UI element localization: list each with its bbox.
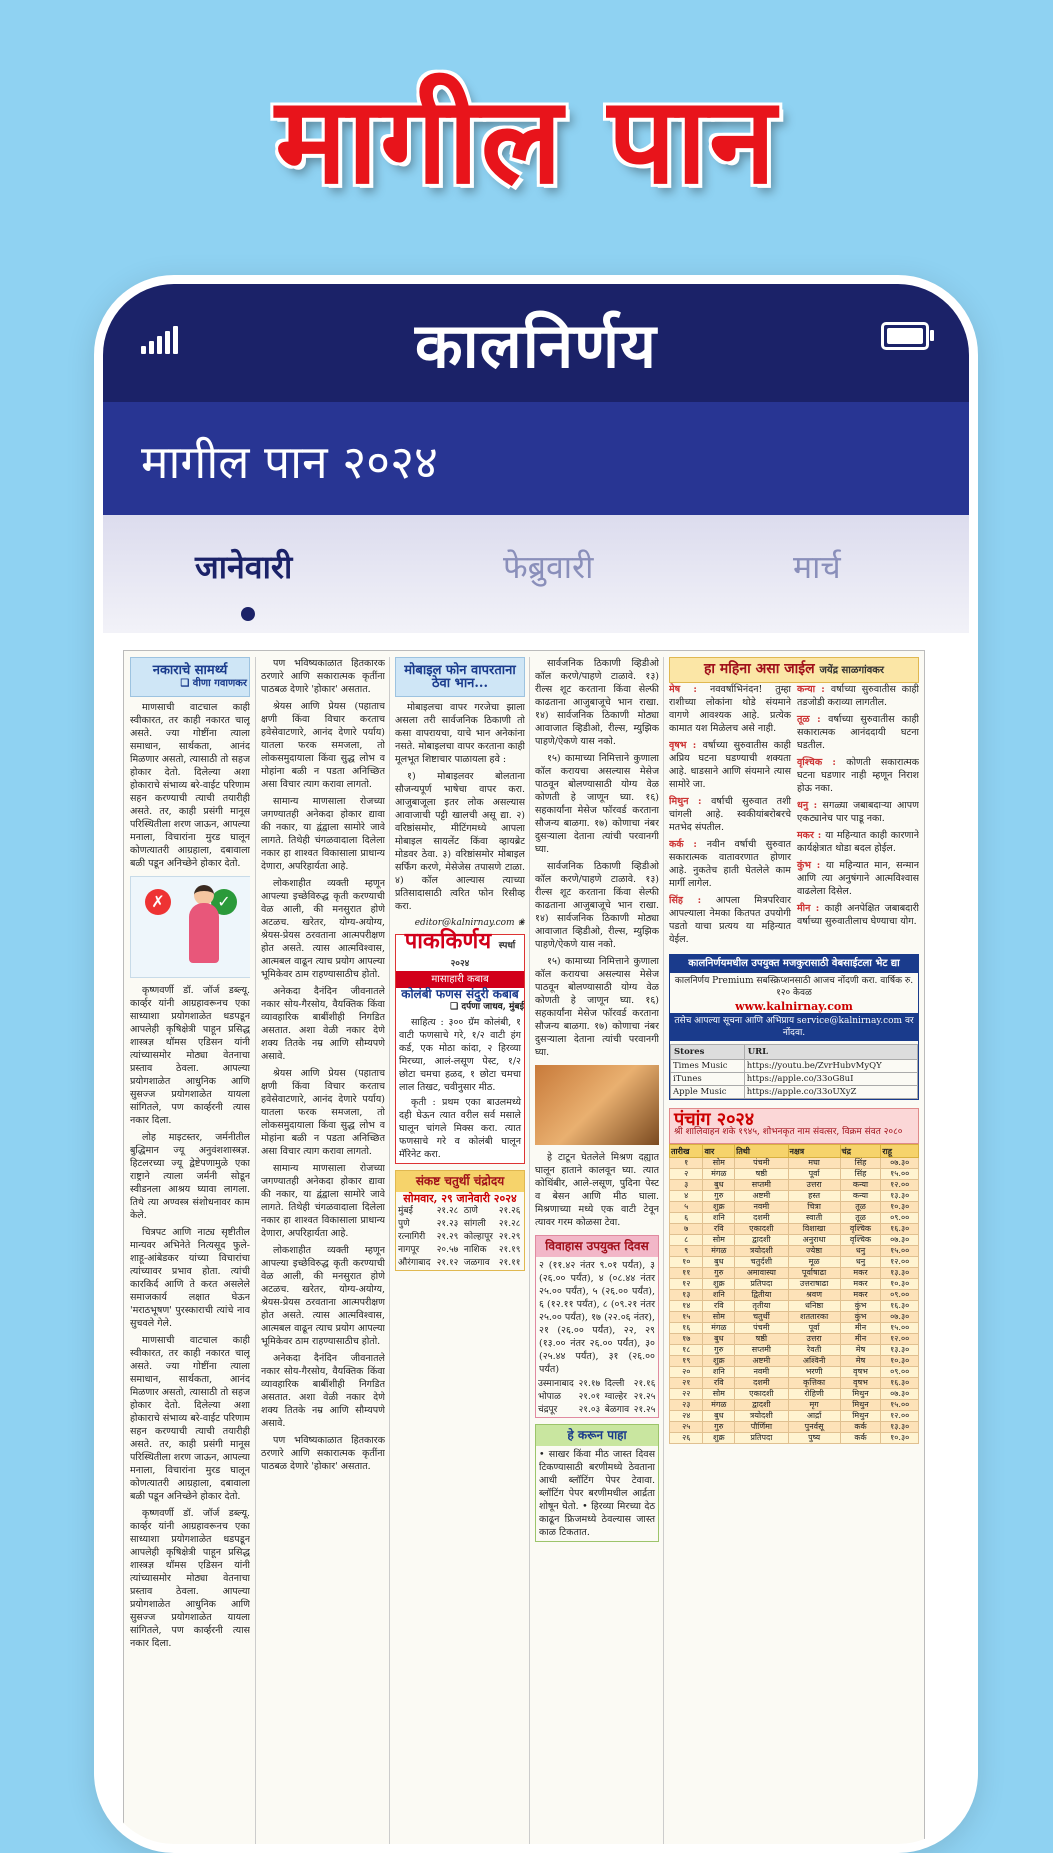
moonrise-row: मुंबई २१.२८ ठाणे २१.२६ [398, 1206, 521, 1216]
illustration-yes-no [130, 876, 250, 978]
panchang-row: २० शनि नवमी भरणी वृषभ ०९.०० [670, 1367, 919, 1378]
promo-title: मागील पान [275, 72, 778, 211]
moonrise-row: रत्नागिरी २१.२९ कोल्हापूर २१.२९ [398, 1232, 521, 1242]
feedback-note: तसेच आपल्या सूचना आणि अभिप्राय service@kalnirnay.com वर नोंदवा. [670, 1013, 918, 1041]
sankasht-date: सोमवार, २९ जानेवारी २०२४ [403, 1192, 517, 1205]
contest-tag: स्पर्धा २०२४ [450, 941, 516, 969]
article-paragraph: लोकशाहीत व्यक्ती म्हणून आपल्या इच्छेविरुद्ध कृती करण्याची वेळ आली, की मनसुरात होणे अटळच. खरेतर, योग्य-अयोग्य, श्रेयस-प्रेयस ठरवताना आत्मपरीक्षण होत असते. त्यास आत्मविश्वास, आत्मबल वाढून त्याच प्रयोग आपल्या भूमिकेवर ठाम राहण्यासाठीच होतो. [261, 878, 385, 980]
sankasht-heading: संकष्ट चतुर्थी चंद्रोदय [396, 1171, 524, 1192]
active-tab-indicator [241, 607, 255, 621]
newspaper-page[interactable] [123, 650, 925, 1852]
horoscope-sign: मेष : नववर्षाभिनंदन! तुम्हा राशीच्या लोकांना थोडे संयमाने वागणे आवश्यक आहे. प्रत्येक कामात यश मिळेलच असे नाही. [669, 684, 791, 734]
panchang-row: १९ शुक्र अष्टमी अश्विनी मेष १०.३० [670, 1356, 919, 1367]
article-paragraph: १) मोबाइलवर बोलताना सौजन्यपूर्ण भाषेचा वापर करा. आजुबाजूला इतर लोक असल्यास आवाजाची पट्टी खालची असू द्या. २) वरिष्ठांसमोर, मीटिंगमध्ये आपला मोबाइल सायलेंट किंवा व्हायब्रेट मोडवर ठेवा. ३) वरिष्ठांसमोर मोबाइल सर्फिंग करणे, मेसेजेस तपासणे टाळा. ४) कॉल आल्यास त्याच्या प्रतिसादासाठी त्वरित फोन रिसीव्ह करा. [395, 771, 525, 912]
cross-icon: ✗ [145, 889, 171, 915]
hekaru-heading: हे करून पाहा [536, 1425, 658, 1446]
horoscope-sign: मीन : काही अनपेक्षित जबाबदारी वर्षाच्या सुरुवातीलाच घेण्याचा योग. [797, 903, 919, 927]
website-ad-box [669, 954, 919, 1100]
moonrise-table [536, 1378, 658, 1417]
panchang-row: ५ शुक्र नवमी चित्रा तूळ १०.३० [670, 1202, 919, 1213]
panchang-heading: पंचांग २०२४ श्री शालिवाहन शके १९४५, शोभनकृत नाम संवत्सर, विक्रम संवत २०८० [669, 1108, 919, 1144]
article-paragraph: कृष्णवर्णी डॉ. जॉर्ज डब्ल्यू. कार्व्हर यांनी आग्रहावरूनच एका साध्याशा प्रयोगशाळेत धडपडून आपलेही कृषिक्षेत्री पाहून प्रसिद्ध शास्त्रज्ञ थॉमस एडिसन यांनी त्यांच्यासमोर मोठ्या वेतनाचा प्रस्ताव ठेवला. आपल्या प्रयोगशाळेत आधुनिक आणि सुसज्ज प्रयोगशाळेत यायला सांगितले, पण कार्व्हरनी त्यास नकार दिला. [130, 985, 250, 1126]
horoscope-sign: सिंह : आपला मित्रपरिवार आपल्याला नेमका कितपत उपयोगी पडतो याचा प्रत्यय या महिन्यात येईल. [669, 895, 791, 945]
horoscope-sign: वृषभ : वर्षाच्या सुरुवातीस काही अप्रिय घटना घडण्याची शक्यता आहे. धाडसाने आणि संयमाने त्यास सामोरे जा. [669, 740, 791, 790]
contest-brand: पाककिर्णय [404, 928, 492, 954]
vivah-box [535, 1235, 659, 1418]
moonrise-row: औरंगाबाद २१.१२ जळगाव २१.११ [398, 1258, 521, 1268]
panchang-row: १६ मंगळ पंचमी पूर्वा मीन १५.०० [670, 1323, 919, 1334]
article-paragraph: लोह माइटस्तर, जर्मनीतील बुद्धिमान ज्यू अनुवंशशास्त्रज्ञ. हिटलरच्या ज्यू द्वेष्टेपणामुळे एका राष्ट्राने त्याला जर्मनी सोडून स्वीडनला आश्रय घ्यावा लागला. तिथे त्या अण्वस्त्र संशोधनावर काम केले. [130, 1132, 250, 1221]
horoscope-sign: मिथुन : वर्षाची सुरुवात तशी चांगली आहे. स्वकीयांबरोबरचे मतभेद संपतील. [669, 796, 791, 833]
horoscope-sign: वृश्चिक : कोणती सकारात्मक घटना घडणार नाही म्हणून निराश होऊ नका. [797, 757, 919, 794]
moonrise-row: चंद्रपूर २१.०३ बेळगाव २१.२५ [538, 1405, 656, 1415]
recipe-ingredients: साहित्य : ३०० ग्रॅम कोलंबी, १ वाटी फणसाचे गरे, १/२ वाटी हंग कर्ड, एक मोठा कांदा, २ हिरव्या मिरच्या, आलं-लसूण पेस्ट, १/२ छोटा चमचा हळद, १ छोटा चमचा लाल तिखट, चवीनुसार मीठ. [399, 1017, 521, 1093]
panchang-row: २३ मंगळ द्वादशी मृग मिथुन १५.०० [670, 1400, 919, 1411]
panchang-row: ८ सोम द्वादशी अनुराधा वृश्चिक ०७.३० [670, 1235, 919, 1246]
recipe-continuation: हे टाटून घेतलेले मिश्रण दह्यात घालून हाताने कालवून घ्या. त्यात कोथिंबीर, आले-लसूण, पुदिना पेस्ट व बेसन आणि मीठ घाला. मिश्रणाच्या मध्ये एक वाटी टेवून त्यावर गरम कोळसा टेवा. [535, 1152, 659, 1228]
contest-category: मासाहारी कबाब [396, 971, 524, 988]
dish-name: कोलंबी फणस संदुरी कबाब [401, 987, 519, 1001]
horoscope-sign: तूळ : वर्षाच्या सुरुवातीस काही सकारात्मक आनंददायी घटना घडतील. [797, 714, 919, 751]
panchang-row: १७ बुध षष्ठी उत्तरा मीन १२.०० [670, 1334, 919, 1345]
article-paragraph: पण भविष्यकाळात हितकारक ठरणारे आणि सकारात्मक कृतींना पाठबळ देणारे 'होकार' असतात. [261, 1435, 385, 1472]
article-paragraph: सामान्य माणसाला रोजच्या जगण्यातही अनेकदा होकार द्यावा की नकार, या द्वंद्वाला सामोरे जावे लागते. तिथेही चंगळवादाला दिलेला नकार हा शाश्वत विकासाला प्राधान्य देणारा, अपरिहार्यता आहे. [261, 796, 385, 872]
article-nakarache-samarthya [130, 657, 250, 1847]
tab-march[interactable]: मार्च [793, 548, 841, 586]
panchang-row: ९ मंगळ त्रयोदशी ज्येष्ठा धनु १५.०० [670, 1246, 919, 1257]
panchang-row: १३ शनि द्वितीया श्रवण मकर ०९.०० [670, 1290, 919, 1301]
store-row: iTunes https://apple.co/33oG8uI [671, 1073, 918, 1086]
panchang-row: ६ शनि दशमी स्वाती तूळ ०९.०० [670, 1213, 919, 1224]
panchang-row: ३ बुध सप्तमी उत्तरा कन्या १२.०० [670, 1180, 919, 1191]
panchang-row: १४ रवि तृतीया धनिष्ठा कुंभ १६.३० [670, 1301, 919, 1312]
page-header [103, 402, 969, 515]
panchang-row: १२ शुक्र प्रतिपदा उत्तराषाढा मकर १०.३० [670, 1279, 919, 1290]
month-tabs [103, 515, 969, 633]
article-paragraph: अनेकदा दैनंदिन जीवनातले नकार सोय-गैरसोय, वैयक्तिक किंवा व्यावहारिक बाबींशीही निगडित असतात. अशा वेळी नकार देणे शक्य तितके नम्र आणि सौम्यपणे असावे. [261, 1353, 385, 1429]
article-paragraph: लोकशाहीत व्यक्ती म्हणून आपल्या इच्छेविरुद्ध कृती करण्याची वेळ आली, की मनसुरात होणे अटळच. खरेतर, योग्य-अयोग्य, श्रेयस-प्रेयस ठरवताना आत्मपरीक्षण होत असते. त्यास आत्मविश्वास, आत्मबल वाढून त्याच प्रयोग आपल्या भूमिकेवर ठाम राहण्यासाठीच होतो. [261, 1245, 385, 1347]
store-row: Times Music https://youtu.be/ZvrHubvMyQY [671, 1060, 918, 1073]
moonrise-row: उस्मानाबाद २१.१७ दिल्ली २१.१६ [538, 1379, 656, 1389]
article-paragraph: श्रेयस आणि प्रेयस (पहाताच क्षणी किंवा विचार करताच हवेसेवाटणारे, आनंद देणारे पर्याय) यातला फरक समजला, तो लोकसमुदायाला किंवा सुद्ध लोभ व मोहांना बळी न पडता अनिच्छित असा विचार त्याग करावा लागतो. [261, 701, 385, 790]
moonrise-row: पुणे २१.२३ सांगली २१.२८ [398, 1219, 521, 1229]
phone-frame [94, 275, 978, 1853]
panchang-table: तारीख वार तिथी नक्षत्र चंद्र राहू १ सोम पंचमी मघा सिंह ०७.३० २ मंगळ षष्ठी पूर्वा सिंह १५.०० ३ बुध सप्तमी उत्तरा कन्या १२.०० ४ गुरु अष्टमी हस्त कन्या १३.३० ५ शुक्र नवमी चित्रा तूळ १०.३० ६ शनि दशमी स्वाती तूळ ०९.०० ७ रवि एकादशी विशाखा वृश्चिक १६.३० ८ सोम द्वादशी अनुराधा वृश्चिक ०७.३० ९ मंगळ त्रयोदशी ज्येष्ठा धनु १५.०० १० बुध चतुर्दशी मूळ धनु १२.०० ११ गुरु अमावास्या पूर्वाषाढा मकर १३.३० १२ शुक्र प्रतिपदा उत्तराषाढा मकर १०.३० १३ शनि द्वितीया श्रवण मकर ०९.०० १४ रवि तृतीया धनिष्ठा कुंभ १६.३० १५ सोम चतुर्थी शततारका कुंभ ०७.३० १६ मंगळ पंचमी पूर्वा मीन १५.०० १७ बुध षष्ठी उत्तरा मीन १२.०० १८ गुरु सप्तमी रेवती मेष १३.३० १९ शुक्र अष्टमी अश्विनी मेष १०.३० २० शनि नवमी भरणी वृषभ ०९.०० २१ रवि दशमी कृत्तिका वृषभ १६.३० २२ सोम एकादशी रोहिणी मिथुन ०७.३० २३ मंगळ द्वादशी मृग मिथुन १५.०० २४ बुध त्रयोदशी आर्द्रा मिथुन १२.०० २५ गुरु पौर्णिमा पुनर्वसू कर्क १३.३० २६ शुक्र प्रतिपदा पुष्य कर्क १०.३० [669, 1144, 919, 1444]
tab-january[interactable]: जानेवारी [195, 548, 293, 586]
panchang-row: २५ गुरु पौर्णिमा पुनर्वसू कर्क १३.३० [670, 1422, 919, 1433]
moonrise-row: भोपाळ २१.०१ ग्वाल्हेर २१.२५ [538, 1392, 656, 1402]
ad-heading: कालनिर्णयमधील उपयुक्त मजकुरासाठी वेबसाईटला भेट द्या [670, 955, 918, 973]
article-paragraph: चित्रपट आणि नाट्य सृष्टीतील मान्यवर अभिनेते नित्यसूद फुले-शाहू-आंबेडकर यांच्या विचारांचा त्यांच्यावर प्रभाव होता. त्यांची कारकिर्द आणि ते करत असलेले समाजकार्य लक्षात घेऊन 'मराठभूषण' पुरस्काराची त्यांचे नाव सुचवले गेले. [130, 1227, 250, 1329]
dish-author: ❑ दर्पणा जाधव, मुंबई [450, 1002, 524, 1012]
battery-icon [881, 322, 929, 350]
article-paragraph: सार्वजनिक ठिकाणी व्हिडीओ कॉल करणे/पाहणे टाळावे. १३) रील्स शूट करताना किंवा सेल्फी काढताना आजुबाजूचे भान राखा. १४) सार्वजनिक ठिकाणी मोठ्या आवाजात व्हिडीओ, रील्स, म्युझिक पाहणे/ऐकणे यास नको. [535, 861, 659, 950]
panchang-row: २ मंगळ षष्ठी पूर्वा सिंह १५.०० [670, 1169, 919, 1180]
horoscope-sign: कन्या : वर्षाच्या सुरुवातीस काही तडजोडी कराव्या लागतील. [797, 684, 919, 708]
horoscope-sign: मकर : या महिन्यात काही कारणाने कार्यक्षेत्रात थोडा बदल होईल. [797, 830, 919, 854]
recipe-method: कृती : प्रथम एका बाउलमध्ये दही घेऊन त्यात वरील सर्व मसाले घालून चांगले मिक्स करा. त्यात फणसाचे गरे व कोलंबी घालून मॅरिनेट करा. [399, 1097, 521, 1160]
article-mobile-continued [535, 657, 659, 1847]
sankasht-table [396, 1205, 524, 1270]
article-paragraph: १५) कामाच्या निमित्ताने कुणाला कॉल करायचा असल्यास मेसेज पाठवून बोलण्यासाठी योग्य वेळ कोणती हे जाणून घ्या. १६) सहकार्यांना मेसेज फॉरवर्ड करताना सौजन्य बाळगा. १७) कोणाचा नंबर दुसऱ्याला देताना त्यांची परवानगी घ्या. [535, 956, 659, 1058]
panchang-row: २१ रवि दशमी कृत्तिका वृषभ १६.३० [670, 1378, 919, 1389]
tab-february[interactable]: फेब्रुवारी [503, 548, 594, 586]
article-paragraph: सार्वजनिक ठिकाणी व्हिडीओ कॉल करणे/पाहणे टाळावे. १३) रील्स शूट करताना किंवा सेल्फी काढताना आजुबाजूचे भान राखा. १४) सार्वजनिक ठिकाणी मोठ्या आवाजात व्हिडीओ, रील्स, म्युझिक पाहणे/ऐकणे यास नको. [535, 658, 659, 747]
horoscope-sign: कर्क : नवीन वर्षाची सुरुवात सकारात्मक वातावरणात होणार आहे. नुकतेच हाती घेतलेले काम मार्गी लागेल. [669, 839, 791, 889]
horoscope-signs [669, 683, 919, 946]
sankasht-box [395, 1170, 525, 1271]
horoscope-sign: कुंभ : या महिन्यात मान, सन्मान आणि त्या अनुषंगाने आत्मविश्वास वाढलेला दिसेल. [797, 860, 919, 897]
moonrise-row: नागपूर २०.५७ नाशिक २१.१९ [398, 1245, 521, 1255]
kabab-photo [535, 1065, 659, 1145]
hekaru-tips: • साखर किंवा मीठ जास्त दिवस टिकण्यासाठी बरणीमध्ये ठेवताना आधी ब्लॉटिंग पेपर टेवावा. ब्लॉटिंग पेपर बरणीमधील आर्द्रता शोषून घेतो. • हिरव्या मिरच्या देठ काढून फ्रिजमध्ये ठेवल्यास जास्त काळ टिकतात. [539, 1449, 655, 1538]
panchang-row: १५ सोम चतुर्थी शततारका कुंभ ०७.३० [670, 1312, 919, 1323]
panchang-row: ११ गुरु अमावास्या पूर्वाषाढा मकर १३.३० [670, 1268, 919, 1279]
article-continuation [261, 657, 385, 1847]
panchang-row: २६ शुक्र प्रतिपदा पुष्य कर्क १०.३० [670, 1433, 919, 1444]
panchang-row: १८ गुरु सप्तमी रेवती मेष १३.३० [670, 1345, 919, 1356]
article-paragraph: कृष्णवर्णी डॉ. जॉर्ज डब्ल्यू. कार्व्हर यांनी आग्रहावरूनच एका साध्याशा प्रयोगशाळेत धडपडून आपलेही कृषिक्षेत्री पाहून प्रसिद्ध शास्त्रज्ञ थॉमस एडिसन यांनी त्यांच्यासमोर मोठ्या वेतनाचा प्रस्ताव ठेवला. आपल्या प्रयोगशाळेत आधुनिक आणि सुसज्ज प्रयोगशाळेत यायला सांगितले, पण कार्व्हरनी त्यास नकार दिला. [130, 1508, 250, 1649]
stores-table: Stores URL Times Music https://youtu.be/ZvrHubvMyQY iTunes https://apple.co/33oG8uI Apple Music https://apple.co/33oUXyZ [670, 1044, 918, 1099]
horoscope-and-panchang [669, 657, 919, 1847]
page-title: मागील पान २०२४ [141, 435, 438, 489]
horoscope-heading: हा महिना असा जाईल जयेंद्र साळगांवकर [669, 657, 919, 683]
app-brand-logo: कालनिर्णय [415, 309, 657, 382]
panchang-row: २२ सोम एकादशी रोहिणी मिथुन ०७.३० [670, 1389, 919, 1400]
article-heading: मोबाइल फोन वापरताना ठेवा भान... [395, 657, 525, 697]
hekaru-box [535, 1424, 659, 1542]
horoscope-sign: धनु : सगळ्या जबाबदाऱ्या आपण एकट्यानेच पार पाडू नका. [797, 800, 919, 824]
article-paragraph: अनेकदा दैनंदिन जीवनातले नकार सोय-गैरसोय, वैयक्तिक किंवा व्यावहारिक बाबींशीही निगडित असतात. अशा वेळी नकार देणे शक्य तितके नम्र आणि सौम्यपणे असावे. [261, 986, 385, 1062]
article-paragraph: मोबाइलचा वापर गरजेचा झाला असला तरी सार्वजनिक ठिकाणी तो कसा वापरायचा, याचे भान अनेकांना नसते. मोबाइलचा वापर करताना काही मूलभूत शिष्टाचार पाळायला हवे : [395, 702, 525, 765]
article-paragraph: श्रेयस आणि प्रेयस (पहाताच क्षणी किंवा विचार करताच हवेसेवाटणारे, आनंद देणारे पर्याय) यातला फरक समजला, तो लोकसमुदायाला किंवा सुद्ध लोभ व मोहांना बळी न पडता अनिच्छित असा विचार त्याग करावा लागतो. [261, 1068, 385, 1157]
article-paragraph: माणसाची वाटचाल काही स्वीकारत, तर काही नकारत चालू असते. ज्या गोष्टींना त्याला समाधान, सार्थकता, आनंद मिळणार असतो, त्यासाठी तो सहज होकार देतो. दिलेल्या अशा होकाराचे संभाव्य बरे-वाईट परिणाम सहन करण्याची त्याची तयारीही असते. तर, काही प्रसंगी मानूस परिस्थितीला शरण जाऊन, आपल्या मनाला, विचारांना मुरड घालून कोणत्यातरी आग्रहाला, दबावाला बळी पडून अनिच्छेने होकार देतो. [130, 702, 250, 869]
article-paragraph: सामान्य माणसाला रोजच्या जगण्यातही अनेकदा होकार द्यावा की नकार, या द्वंद्वाला सामोरे जावे लागते. तिथेही चंगळवादाला दिलेला नकार हा शाश्वत विकासाला प्राधान्य देणारा, अपरिहार्यता आहे. [261, 1163, 385, 1239]
editor-email: editor@kalnirnay.com ❀ [414, 918, 525, 928]
website-link[interactable]: www.kalnirnay.com [735, 1000, 853, 1013]
panchang-row: ७ रवि एकादशी विशाखा वृश्चिक १६.३० [670, 1224, 919, 1235]
vivah-heading: विवाहास उपयुक्त दिवस [536, 1236, 658, 1257]
check-icon: ✓ [211, 889, 237, 915]
status-bar [103, 284, 969, 402]
panchang-row: १ सोम पंचमी मघा सिंह ०७.३० [670, 1158, 919, 1169]
vivah-dates: २ (११.४२ नंतर ९.०१ पर्यंत), ३ (२६.०० पर्यंत), ४ (०८.४४ नंतर २५.०० पर्यंत), ५ (२६.०० पर्यंत), ६ (१२.११ पर्यंत), ८ (०९.२१ नंतर २५.०० पर्यंत), १७ (२२.०६ नंतर), २१ (२६.०० पर्यंत), २२, २९ (१३.०० नंतर २६.०० पर्यंत), ३० (२५.४४ पर्यंत), ३१ (२६.०० पर्यंत) [539, 1260, 655, 1375]
panchang-row: १० बुध चतुर्दशी मूळ धनु १२.०० [670, 1257, 919, 1268]
article-paragraph: माणसाची वाटचाल काही स्वीकारत, तर काही नकारत चालू असते. ज्या गोष्टींना त्याला समाधान, सार्थकता, आनंद मिळणार असतो, त्यासाठी तो सहज होकार देतो. दिलेल्या अशा होकाराचे संभाव्य बरे-वाईट परिणाम सहन करण्याची त्याची तयारीही असते. तर, काही प्रसंगी मानूस परिस्थितीला शरण जाऊन, आपल्या मनाला, विचारांना मुरड घालून कोणत्यातरी आग्रहाला, दबावाला बळी पडून अनिच्छेने होकार देतो. [130, 1335, 250, 1502]
panchang-row: २४ बुध त्रयोदशी आर्द्रा मिथुन १२.०० [670, 1411, 919, 1422]
ad-text: कालनिर्णय Premium सबस्क्रिप्शनसाठी आजच नोंदणी करा. वार्षिक रु. १२० केवळ [674, 976, 914, 998]
article-heading: नकाराचे सामर्थ्य ❑ वीणा गवाणकर [130, 657, 250, 697]
recipe-contest-box [395, 928, 525, 1164]
article-paragraph: १५) कामाच्या निमित्ताने कुणाला कॉल करायचा असल्यास मेसेज पाठवून बोलण्यासाठी योग्य वेळ कोणती हे जाणून घ्या. १६) सहकार्यांना मेसेज फॉरवर्ड करताना सौजन्य बाळगा. १७) कोणाचा नंबर दुसऱ्याला देताना त्यांची परवानगी घ्या. [535, 753, 659, 855]
article-mobile-etiquette [395, 657, 525, 1847]
article-paragraph: पण भविष्यकाळात हितकारक ठरणारे आणि सकारात्मक कृतींना पाठबळ देणारे 'होकार' असतात. [261, 658, 385, 695]
store-row: Apple Music https://apple.co/33oUXyZ [671, 1086, 918, 1099]
panchang-row: ४ गुरु अष्टमी हस्त कन्या १३.३० [670, 1191, 919, 1202]
